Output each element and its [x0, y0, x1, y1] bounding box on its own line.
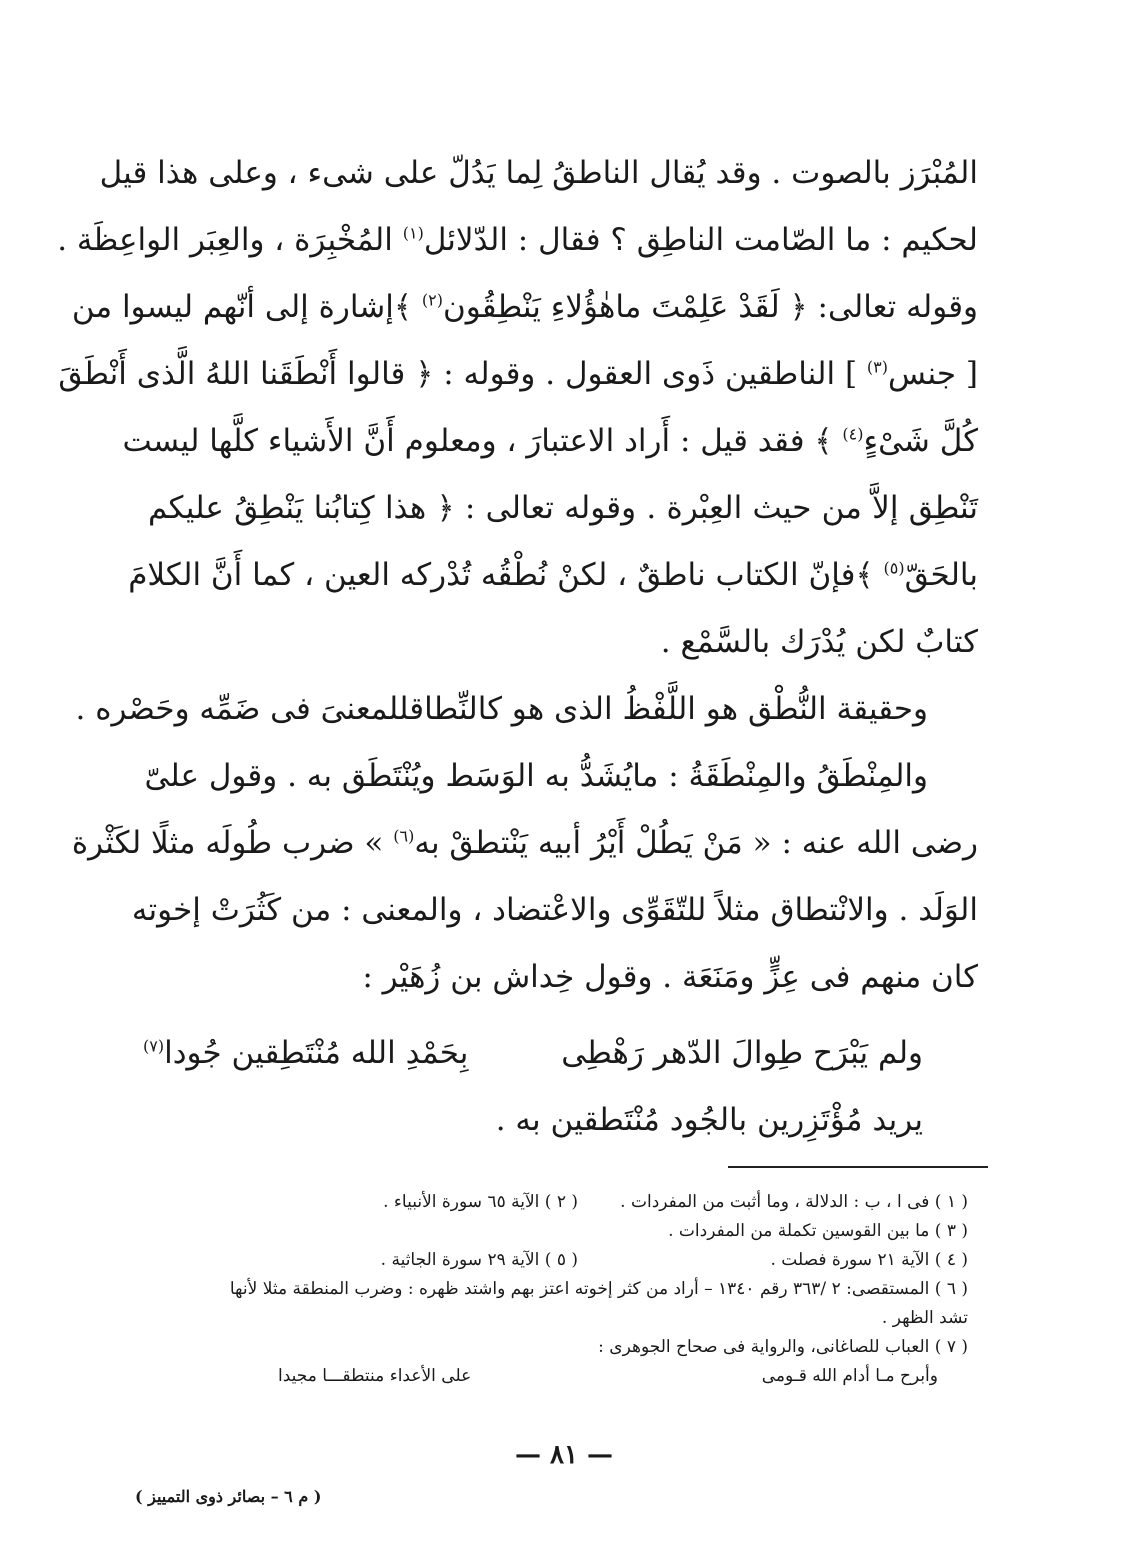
text-line-5: كُلَّ شَىْءٍ$^{(٤)}$ ﴾ فقد قيل : أَراد الاعتبارَ ، ومعلوم أَنَّ الأَشياء كلَّها ليست	[122, 423, 978, 459]
text-line-11: رضى الله عنه : « مَنْ يَطُلْ أَيْرُ أبيه يَنْتطقْ به$^{(٦)}$ » ضرب طُولَه مثلًا لكَثْرة	[71, 825, 978, 861]
footnote-mark-3[interactable]: (٣)	[866, 357, 888, 377]
text-line-3: وقوله تعالى: ﴿ لَقَدْ عَلِمْتَ ماهٰؤُلاءِ يَنْطِقُون$^{(٢)}$ ﴾إشارة إلى أنّهم ليسوا من	[71, 289, 978, 325]
text-line-6: تَنْطِق إلاَّ من حيث العِبْرة . وقوله تعالى : ﴿ هذا كِتابُنا يَنْطِقُ عليكم	[148, 490, 978, 526]
main-text	[57, 140, 978, 1011]
footnote-7-verse	[278, 1362, 938, 1391]
footnote-mark-5[interactable]: (٥)	[883, 558, 905, 578]
text-line-12: الوَلَد . والانْتطاق مثلاً للتّقَوِّى والاعْتضاد ، والمعنى : من كَثُرَتْ إخوته	[131, 892, 978, 928]
text-line-4: [ جنس$^{(٣)}$ ] الناطقين ذَوى العقول . وقوله : ﴿ قالوا أَنْطَقَنا اللهُ الَّذى أَنْطَقَ	[58, 356, 978, 392]
footnote-3: ( ٣ ) ما بين القوسين تكملة من المفردات .	[668, 1221, 968, 1241]
footnote-7-hemistich-2: على الأعداء منتطقـــا مجيدا	[278, 1366, 472, 1386]
footnote-mark-7[interactable]: (٧)	[143, 1036, 165, 1056]
footnote-mark-6[interactable]: (٦)	[393, 826, 415, 846]
text-line-1: المُبْرَز بالصوت . وقد يُقال الناطقُ لِما يَدُلّ على شىء ، وعلى هذا قيل	[99, 155, 978, 191]
verse-hemistich-1: ولم يَبْرَح طِوالَ الدّهر رَهْطِى	[561, 1035, 923, 1071]
footnote-row-3	[148, 1246, 968, 1275]
footnote-mark-1[interactable]: (١)	[402, 223, 424, 243]
text-line-2: لحكيم : ما الصّامت الناطِق ؟ فقال : الدّلائل$^{(١)}$ المُخْبِرَة ، والعِبَر الواعِظَة .	[57, 222, 978, 258]
text-line-9: وحقيقة النُّطْق هو اللَّفْظُ الذى هو كالنِّطاقللمعنىَ فى ضَمِّه وحَصْره .	[75, 691, 928, 727]
page-number: — ٨١ —	[514, 1440, 614, 1470]
poem-verse	[143, 1020, 923, 1154]
text-line-8: كتابٌ لكن يُدْرَك بالسَّمْع .	[660, 624, 978, 660]
footnote-mark-4[interactable]: (٤)	[842, 424, 864, 444]
footnotes	[148, 1188, 968, 1391]
footnote-4: ( ٤ ) الآية ٢١ سورة فصلت .	[770, 1250, 968, 1270]
text-line-13: كان منهم فى عِزٍّ ومَنَعَة . وقول خِداش بن زُهَيْر :	[362, 959, 978, 995]
footnote-6-continued: تشد الظهر .	[881, 1308, 968, 1328]
text-line-7: بالحَقّ$^{(٥)}$ ﴾فإنّ الكتاب ناطقٌ ، لكنْ نُطْقُه تُدْركه العين ، كما أَنَّ الكلامَ	[128, 557, 978, 593]
footnote-separator	[728, 1166, 988, 1168]
footnote-row-1	[148, 1188, 968, 1217]
printer-signature: ( م ٦ – بصائر ذوى التمييز )	[135, 1487, 322, 1506]
footnote-2: ( ٢ ) الآية ٦٥ سورة الأنبياء .	[383, 1192, 578, 1212]
footnote-1: ( ١ ) فى ا ، ب : الدلالة ، وما أثبت من المفردات .	[620, 1192, 968, 1212]
verse-line	[143, 1020, 923, 1087]
verse-hemistich-2: بِحَمْدِ الله مُنْتَطِقين جُودا$^{(٧)}$	[143, 1035, 469, 1071]
footnote-5: ( ٥ ) الآية ٢٩ سورة الجاثية .	[380, 1250, 578, 1270]
footnote-7-hemistich-1: وأبرح مـا أدام الله قـومى	[761, 1366, 938, 1386]
footnote-7: ( ٧ ) العباب للصاغانى، والرواية فى صحاح الجوهرى :	[598, 1337, 968, 1357]
footnote-6: ( ٦ ) المستقصى: ٢ /٣٦٣ رقم ١٣٤٠ – أراد من كثر إخوته اعتز بهم واشتد ظهره : وضرب المنطقة مثلا لأنها	[229, 1279, 968, 1299]
footnote-mark-2[interactable]: (٢)	[421, 290, 444, 310]
verse-explanation: يريد مُؤْتَزِرين بالجُود مُنْتَطقين به .	[495, 1102, 923, 1138]
text-line-10: والمِنْطَقُ والمِنْطَقَةُ : مايُشَدُّ به الوَسَط ويُنْتَطَق به . وقول علىّ	[144, 758, 928, 794]
